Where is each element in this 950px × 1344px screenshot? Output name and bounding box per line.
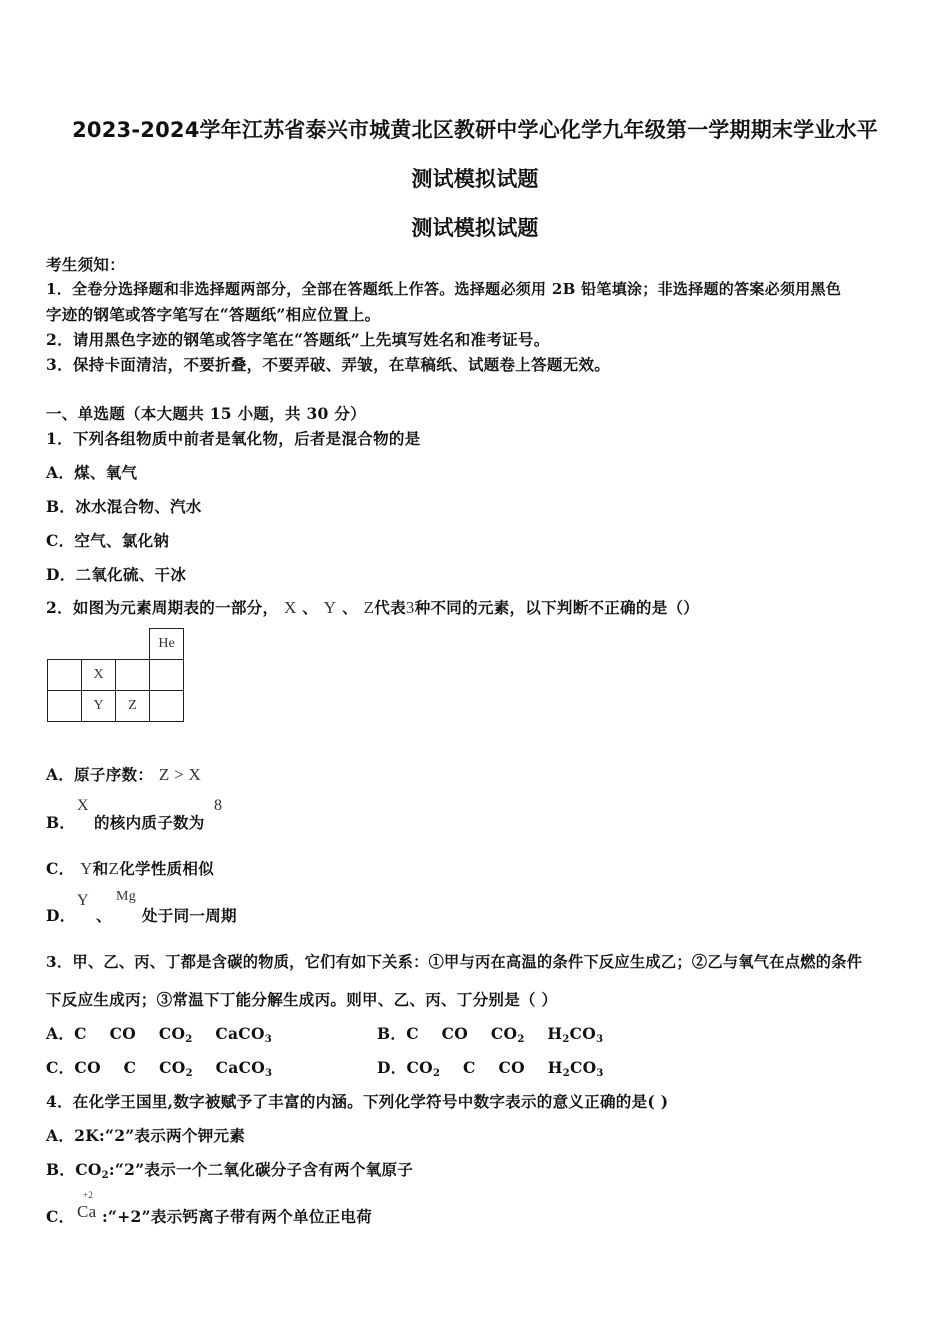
q2-stem <box>46 596 699 618</box>
q3-d-c: C <box>463 1058 476 1077</box>
pt-empty <box>48 629 82 660</box>
q3-d-co3-sub: 3 <box>596 1068 604 1079</box>
q4-option-a: A．2K:“2”表示两个钾元素 <box>46 1126 246 1145</box>
q3-b-co3: CO <box>569 1024 597 1043</box>
q3-option-a <box>46 1022 272 1045</box>
exam-title-line2: 测试模拟试题 <box>411 167 539 191</box>
q2-z: Z <box>363 598 375 617</box>
q2-three: 3 <box>405 598 415 617</box>
q2-sep2: 、 <box>342 598 358 617</box>
q3-option-d <box>377 1056 604 1079</box>
q3-b-h: H <box>547 1024 563 1043</box>
q3-stem-b: 下反应生成丙；③常温下丁能分解生成丙。则甲、乙、丙、丁分别是（ ） <box>46 990 558 1009</box>
q3-d-h: H <box>547 1058 563 1077</box>
pt-cell <box>150 660 184 691</box>
q2-d-y: Y <box>77 892 89 909</box>
q3-c-c: C <box>123 1058 137 1077</box>
q2-sep1: 、 <box>302 598 319 617</box>
q3-d-co3: CO <box>569 1058 597 1077</box>
q4-option-c <box>46 1190 446 1226</box>
q2-option-c <box>46 857 214 879</box>
exam-title-line1: 2023-2024学年江苏省泰兴市城黄北区教研中学心化学九年级第一学期期末学业水平 <box>72 118 878 142</box>
q2-stem-c: 种不同的元素，以下判断不正确的是（） <box>414 598 700 617</box>
q2-stem-a: 2．如图为元素周期表的一部分， <box>46 598 279 617</box>
q2-d-sep: 、 <box>96 906 112 925</box>
q2-d-mg: Mg <box>116 889 137 904</box>
q3-c-caco3-sub: 3 <box>265 1068 273 1079</box>
q1-stem: 1．下列各组物质中前者是氧化物，后者是混合物的是 <box>46 429 421 448</box>
q4-b-sub: 2 <box>101 1170 109 1181</box>
pt-empty <box>116 629 150 660</box>
q1-option-b: B．冰水混合物、汽水 <box>46 497 202 516</box>
q3-d-label: D．CO <box>377 1058 433 1077</box>
q3-a-co: CO <box>109 1024 137 1043</box>
q2-b-text: 的核内质子数为 <box>94 813 205 832</box>
pt-cell <box>116 660 150 691</box>
q3-a-label: A．C <box>46 1024 87 1043</box>
q2-option-d <box>46 889 346 925</box>
pt-cell-he: He <box>150 629 184 660</box>
q3-a-caco3-sub: 3 <box>264 1034 273 1045</box>
q3-d-label-sub: 2 <box>432 1068 441 1079</box>
pt-cell-y: Y <box>82 691 116 722</box>
exam-title-line3: 测试模拟试题 <box>411 216 539 240</box>
q3-b-co2: CO <box>490 1024 518 1043</box>
q2-stem-b: 代表 <box>374 598 406 617</box>
notice-item-1a: 1．全卷分选择题和非选择题两部分，全部在答题纸上作答。选择题必须用 2B 铅笔填涂；非选择题的答案必须用黑色 <box>46 280 842 298</box>
q2-option-a <box>46 763 201 785</box>
notice-item-2: 2．请用黑色字迹的钢笔或答字笔在“答题纸”上先填写姓名和准考证号。 <box>46 330 550 349</box>
q3-d-h-sub: 2 <box>562 1068 570 1079</box>
q3-b-co: CO <box>441 1024 469 1043</box>
q2-y: Y <box>323 598 337 617</box>
q4-c-label: C． <box>46 1207 75 1226</box>
pt-cell <box>150 691 184 722</box>
notice-item-1b: 字迹的钢笔或答字笔写在“答题纸”相应位置上。 <box>46 305 381 324</box>
q2-b-num: 8 <box>214 797 223 814</box>
q4-c-charge: +2 <box>83 1190 94 1200</box>
q2-x: X <box>284 598 297 617</box>
q4-option-b <box>46 1158 413 1181</box>
q2-b-label: B． <box>46 813 76 832</box>
pt-cell <box>48 660 82 691</box>
q2-b-x: X <box>77 797 89 814</box>
q2-c-label: C． <box>46 859 75 878</box>
q2-a-label: A．原子序数： <box>46 765 154 784</box>
q4-c-ca: Ca <box>77 1202 97 1221</box>
notice-item-3: 3．保持卡面清洁，不要折叠，不要弄破、弄皱，在草稿纸、试题卷上答题无效。 <box>46 355 611 374</box>
q3-b-h-sub: 2 <box>562 1034 570 1045</box>
q3-b-co2-sub: 2 <box>517 1034 525 1045</box>
q4-b-b: :“2”表示一个二氧化碳分子含有两个氧原子 <box>108 1160 414 1179</box>
q3-c-caco3: CaCO <box>215 1058 266 1077</box>
q1-option-d: D．二氧化硫、干冰 <box>46 565 187 584</box>
periodic-table-fragment <box>47 628 184 722</box>
pt-cell-z: Z <box>116 691 150 722</box>
q3-option-b <box>377 1022 603 1045</box>
q4-stem: 4．在化学王国里,数字被赋予了丰富的内涵。下列化学符号中数字表示的意义正确的是( ) <box>46 1092 669 1111</box>
pt-empty <box>82 629 116 660</box>
q1-option-c: C．空气、氯化钠 <box>46 531 170 550</box>
q3-a-caco3: CaCO <box>215 1024 265 1043</box>
q2-a-expr: Z > X <box>158 765 202 784</box>
q2-c-z: Z <box>108 859 120 878</box>
q2-d-label: D． <box>46 906 76 925</box>
q1-option-a: A．煤、氧气 <box>46 463 138 482</box>
q3-b-co3-sub: 3 <box>596 1034 604 1045</box>
q3-a-co2-sub: 2 <box>185 1034 193 1045</box>
q2-c-and: 和 <box>92 859 109 878</box>
q4-c-text: :“+2”表示钙离子带有两个单位正电荷 <box>102 1207 373 1226</box>
q3-d-co: CO <box>498 1058 525 1077</box>
q3-c-co2: CO <box>159 1058 186 1077</box>
q2-c-y: Y <box>80 859 93 878</box>
q3-c-label: C．CO <box>46 1058 101 1077</box>
pt-cell-x: X <box>82 660 116 691</box>
q3-c-co2-sub: 2 <box>185 1068 193 1079</box>
pt-cell <box>48 691 82 722</box>
section-heading: 一、单选题（本大题共 15 小题，共 30 分） <box>46 404 366 423</box>
q3-option-c <box>46 1056 272 1079</box>
q4-b-a: B．CO <box>46 1160 102 1179</box>
q2-c-text: 化学性质相似 <box>119 859 215 878</box>
q3-stem-a: 3．甲、乙、丙、丁都是含碳的物质，它们有如下关系：①甲与丙在高温的条件下反应生成乙；②乙与氧气在点燃的条件 <box>46 953 863 971</box>
q2-d-text: 处于同一周期 <box>142 906 237 925</box>
notice-heading: 考生须知： <box>46 255 126 274</box>
q3-a-co2: CO <box>158 1024 186 1043</box>
q3-b-label: B．C <box>377 1024 419 1043</box>
